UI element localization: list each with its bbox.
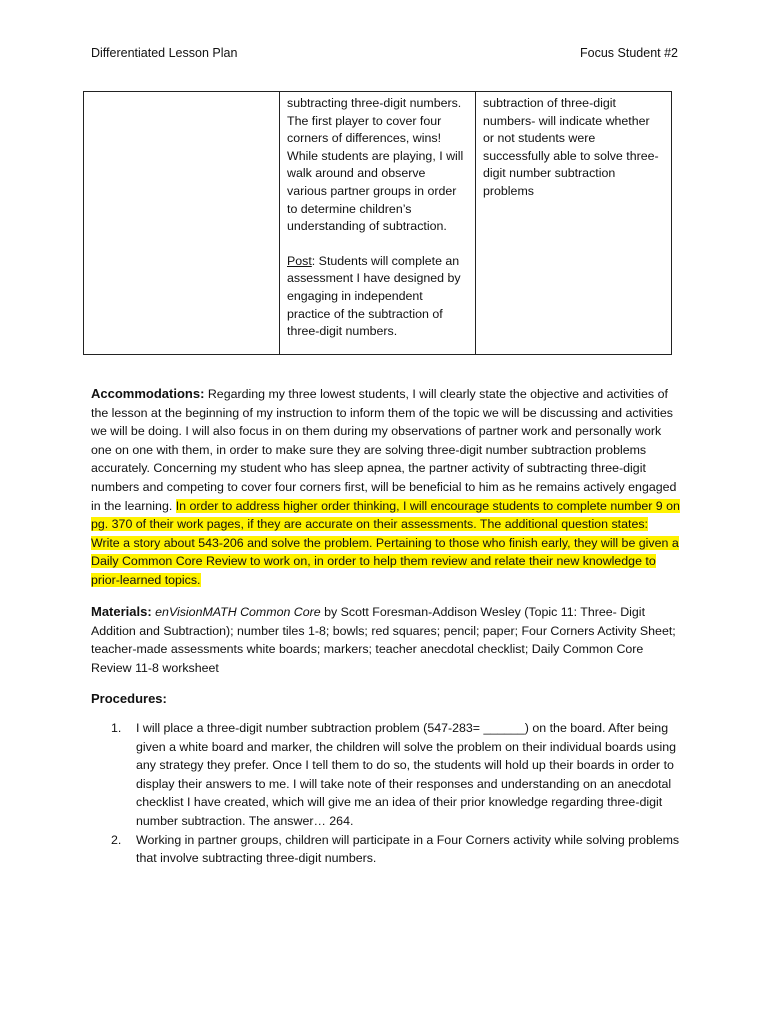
table-cell-2 [280, 92, 476, 355]
procedures-heading: Procedures: [91, 691, 167, 706]
activity-text: subtracting three-digit numbers. The first player to cover four corners of differences, wins! While students are playing, I will walk around and observe various partner groups in order to determine children’s understanding of subtraction. [287, 96, 464, 234]
table-row [84, 92, 672, 355]
list-item [91, 831, 680, 868]
list-item-number: 2. [111, 832, 122, 847]
highlighted-text: In order to address higher order thinking, I will encourage students to complete number 9 on pg. 370 of their work pages, if they are accurate on their assessments. The additional question states: Write a story about 543-206 and solve the problem. Pertaining to those who finish early, they will be given a Daily Common Core Review to work on, in order to help them review and relate their new knowledge to prior-learned topics. [91, 498, 680, 587]
accommodations-section [91, 385, 680, 590]
table-cell-3: subtraction of three-digit numbers- will indicate whether or not students were successfully able to solve three-digit number subtraction problems [476, 92, 672, 355]
materials-section [91, 603, 680, 677]
header-student: Focus Student #2 [580, 46, 678, 60]
materials-book-title: enVisionMATH Common Core [155, 605, 321, 619]
list-item-number: 1. [111, 721, 122, 735]
accommodations-text: Regarding my three lowest students, I will clearly state the objective and activities of the lesson at the beginning of my instruction to inform them of the topic we will be discussing and activities we will be doing. I will also focus in on them during my observations of partner work and personally work one on one with them, in order to make sure they are solving three-digit number subtraction problems accurately. Concerning my student who has sleep apnea, the partner activity of subtracting three-digit numbers and competing to cover four corners first, will be beneficial to him as he remains actively engaged in the learning. [91, 387, 677, 513]
accommodations-heading: Accommodations: [91, 386, 205, 401]
materials-heading: Materials: [91, 604, 152, 619]
post-text: : Students will complete an assessment I have designed by engaging in independent practice of the subtraction of three-digit numbers. [287, 253, 461, 339]
lesson-table-continuation [83, 91, 672, 355]
list-item [91, 719, 680, 831]
header-title: Differentiated Lesson Plan [91, 46, 238, 60]
procedures-list [91, 719, 680, 868]
post-label: Post [287, 253, 312, 268]
materials-text: by Scott Foresman-Addison Wesley (Topic 11: Three- Digit Addition and Subtraction); number tiles 1-8; bowls; red squares; pencil; paper; Four Corners Activity Sheet; teacher-made assessments white boards; markers; teacher anecdotal checklist; Daily Common Core Review 11-8 worksheet [91, 605, 676, 675]
list-item-text: I will place a three-digit number subtraction problem (547-283= ______) on the board. After being given a white board and marker, the children will solve the problem on their individual boards using any strategy they prefer. Once I tell them to do so, the students will hold up their boards in order to display their answers to me. I will take note of their responses and understanding on an anecdotal checklist I have created, which will give me an idea of their prior knowledge regarding three-digit number subtraction. The answer… 264. [136, 721, 676, 828]
table-cell-1 [84, 92, 280, 355]
paragraph-gap [287, 236, 468, 253]
list-item-text: Working in partner groups, children will participate in a Four Corners activity while solving problems that involve subtracting three-digit numbers. [136, 832, 680, 866]
